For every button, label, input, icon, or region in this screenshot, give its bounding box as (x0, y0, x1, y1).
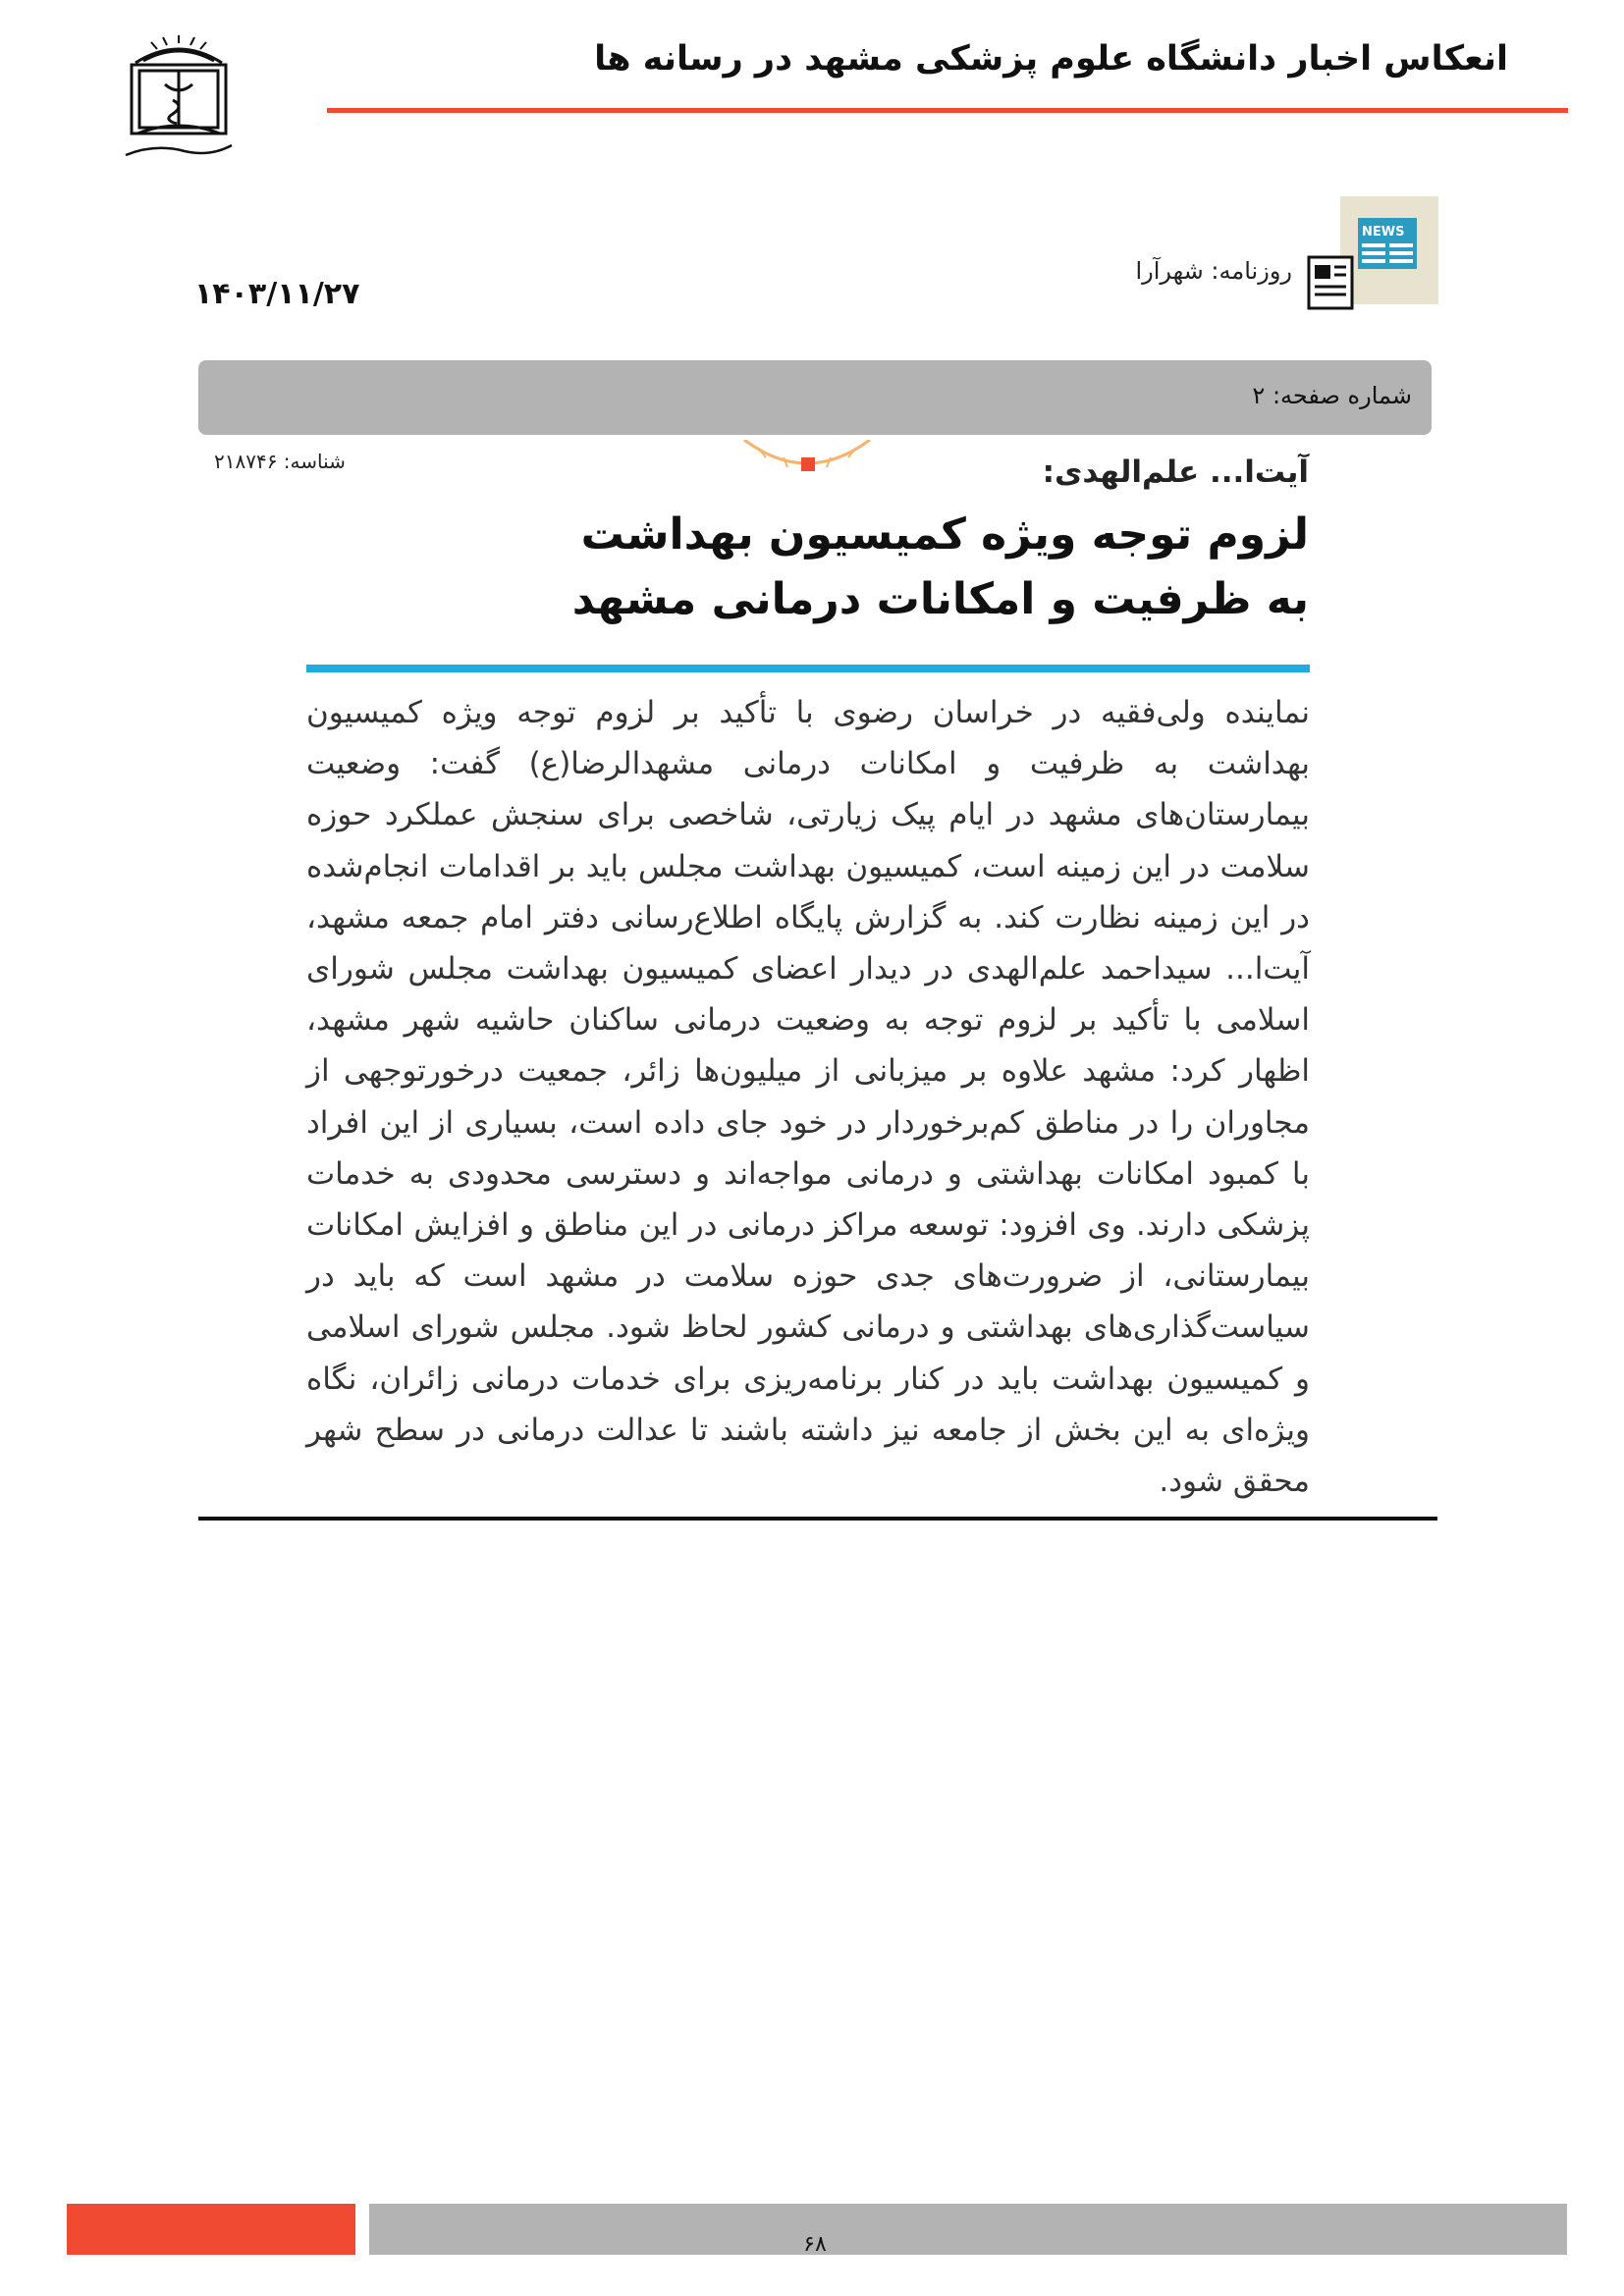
newspaper-icon (1307, 196, 1438, 312)
article-kicker: آیت‌ا... علم‌الهدی: (1042, 454, 1309, 490)
clipping-end-rule (198, 1517, 1437, 1521)
footer-red-bar (67, 2204, 355, 2255)
page-number-band (198, 360, 1432, 435)
document-id: شناسه: ۲۱۸۷۴۶ (214, 450, 346, 473)
footer-gray-bar (369, 2204, 1567, 2255)
header-rule (327, 108, 1568, 113)
article-headline (563, 503, 1309, 632)
university-logo (116, 35, 242, 169)
headline-line-1: لزوم توجه ویژه کمیسیون بهداشت (580, 509, 1309, 560)
news-icon-text: NEWS (1362, 225, 1405, 240)
article-body: نماینده ولی‌فقیه در خراسان رضوی با تأکید بر لزوم توجه ویژه کمیسیون بهداشت به ظرفیت و امکانات درمانی مشهدالرضا(ع) گفت: وضعیت بیمارستان‌های مشهد در ایام پیک زیارتی، شاخصی برای سنجش عملکرد حوزه سلامت در این زمینه است، کمیسیون بهداشت مجلس باید بر اقدامات انجام‌شده در این زمینه نظارت کند. به گزارش پایگاه اطلاع‌رسانی دفتر امام جمعه مشهد، آیت‌ا... سیداحمد علم‌الهدی در دیدار اعضای کمیسیون بهداشت مجلس شورای اسلامی با تأکید بر لزوم توجه به وضعیت درمانی ساکنان حاشیه شهر مشهد، اظهار کرد: مشهد علاوه بر میزبانی از میلیون‌ها زائر، جمعیت درخورتوجهی از مجاوران را در مناطق کم‌برخوردار در خود جای داده است، بسیاری از این افراد با کمبود امکانات بهداشتی و درمانی مواجه‌اند و دسترسی محدودی به خدمات پزشکی دارند. وی افزود: توسعه مراکز درمانی در این مناطق و افزایش امکانات بیمارستانی، از ضرورت‌های جدی حوزه سلامت در مشهد است که باید در سیاست‌گذاری‌های بهداشتی و درمانی کشور لحاظ شود. مجلس شورای اسلامی و کمیسیون بهداشت باید در کنار برنامه‌ریزی برای خدمات درمانی زائران، نگاه ویژه‌ای به این بخش از جامعه نیز داشته باشند تا عدالت درمانی در سطح شهر محقق شود. (306, 695, 1310, 1500)
headline-line-2: به ظرفیت و امکانات درمانی مشهد (571, 574, 1309, 624)
newspaper-label: روزنامه: شهرآرا (1135, 257, 1292, 285)
header-title: انعکاس اخبار دانشگاه علوم پزشکی مشهد در رسانه ها (594, 39, 1508, 79)
page-number-label: شماره صفحه: ۲ (1252, 382, 1412, 409)
headline-accent-rule (306, 665, 1310, 672)
footer-page-number: ۶۸ (803, 2232, 827, 2257)
publication-date: ۱۴۰۳/۱۱/۲۷ (194, 277, 360, 311)
